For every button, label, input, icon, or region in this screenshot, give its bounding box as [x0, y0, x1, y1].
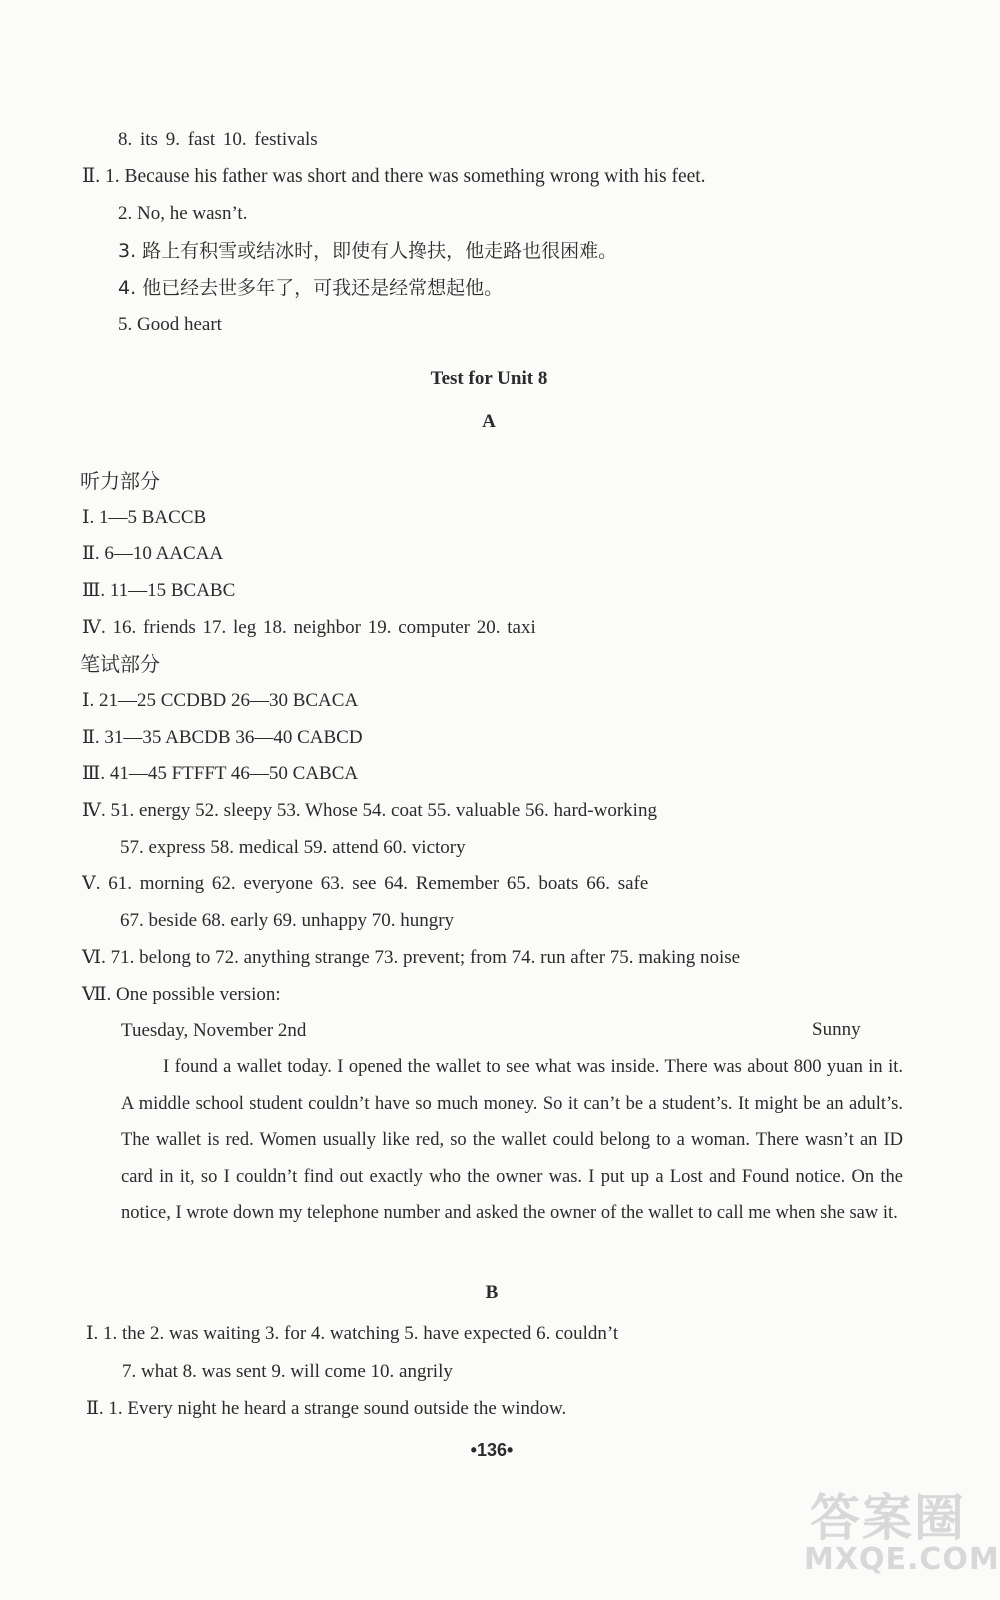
watermark-text: 答案圈: [810, 1489, 966, 1547]
test-title: Test for Unit 8: [430, 368, 548, 389]
answer-line: 4. 他已经去世多年了，可我还是经常想起他。: [118, 277, 504, 299]
answer-line: Ⅱ. 1. Every night he heard a strange sound outside the window.: [86, 1398, 567, 1419]
answer-line: Ⅰ. 21—25 CCDBD 26—30 BCACA: [82, 690, 359, 711]
answer-line: Ⅳ. 51. energy 52. sleepy 53. Whose 54. coat 55. valuable 56. hard-working: [82, 800, 657, 821]
diary-weather: Sunny: [812, 1019, 861, 1040]
answer-line: Ⅲ. 41—45 FTFFT 46—50 CABCA: [82, 763, 359, 784]
listening-heading: 听力部分: [80, 469, 160, 493]
page-number: •136•: [470, 1440, 514, 1460]
written-heading: 笔试部分: [80, 652, 160, 676]
diary-paragraph: I found a wallet today. I opened the wallet to see what was inside. There was about 800 yuan in it. A middle school student couldn’t have so much money. So it can’t be a student’s. It might be an adult’s. The wallet is red. Women usually like red, so the wallet could belong to a woman. There wasn’t an ID card in it, so I couldn’t find out exactly who the owner was. I put up a Lost and Found notice. On the notice, I wrote down my telephone number and asked the owner of the wallet to call me when she saw it.: [121, 1057, 903, 1224]
answer-line: Ⅰ. 1. the 2. was waiting 3. for 4. watching 5. have expected 6. couldn’t: [86, 1323, 619, 1344]
watermark-url: MXQE.COM: [804, 1542, 1000, 1577]
diary-date: Tuesday, November 2nd: [121, 1020, 307, 1041]
answer-line: 7. what 8. was sent 9. will come 10. angrily: [122, 1361, 453, 1382]
answer-line: Ⅳ. 16. friends 17. leg 18. neighbor 19. computer 20. taxi: [82, 617, 536, 638]
watermark-logo: [800, 1478, 1000, 1588]
answer-line: 2. No, he wasn’t.: [118, 203, 248, 224]
answer-line: Ⅱ. 31—35 ABCDB 36—40 CABCD: [82, 727, 363, 748]
answer-line: 67. beside 68. early 69. unhappy 70. hungry: [120, 910, 455, 931]
answer-line: 5. Good heart: [118, 314, 222, 335]
answer-line: 8. its 9. fast 10. festivals: [118, 129, 318, 150]
answer-line: Ⅵ. 71. belong to 72. anything strange 73. prevent; from 74. run after 75. making noise: [82, 947, 741, 968]
answer-line: 3. 路上有积雪或结冰时，即使有人搀扶，他走路也很困难。: [118, 240, 618, 262]
answer-line: Ⅲ. 11—15 BCABC: [82, 580, 236, 601]
answer-line: Ⅰ. 1—5 BACCB: [82, 507, 207, 528]
section-a-heading: A: [482, 411, 496, 432]
answer-line: Ⅶ. One possible version:: [82, 984, 281, 1005]
answer-line: Ⅱ. 6—10 AACAA: [82, 543, 224, 564]
answer-line: 57. express 58. medical 59. attend 60. victory: [120, 837, 466, 858]
section-b-heading: B: [485, 1282, 499, 1303]
answer-line: Ⅱ. 1. Because his father was short and there was something wrong with his feet.: [82, 166, 706, 187]
answer-line: Ⅴ. 61. morning 62. everyone 63. see 64. Remember 65. boats 66. safe: [82, 873, 649, 894]
